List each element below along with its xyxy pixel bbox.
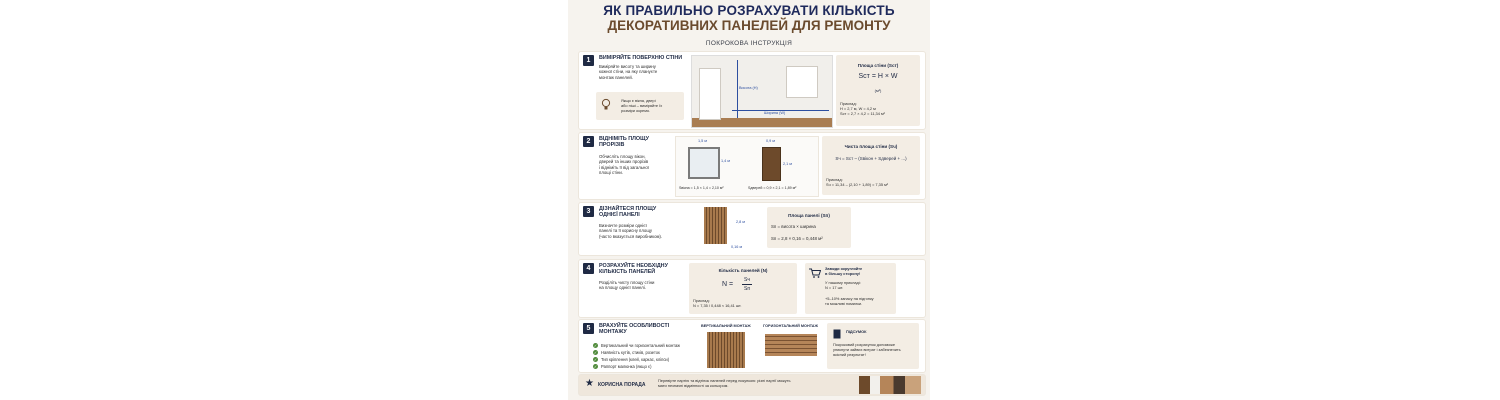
rounding-example: У нашому прикладі: N = 17 шт. — [825, 280, 861, 290]
step-3-formula-box — [767, 207, 851, 248]
step-2-title: ВІДНІМІТЬ ПЛОЩУ ПРОРІЗІВ — [599, 136, 649, 149]
net-area-formula: Sч = Sст – (Sвікон + Sдверей + ...) — [835, 156, 907, 161]
door-height-label: 2,1 м — [783, 162, 792, 166]
step-3-title: ДІЗНАЙТЕСЯ ПЛОЩУ ОДНІЄЇ ПАНЕЛІ — [599, 206, 657, 219]
panel-count-denominator: Sп — [744, 286, 751, 292]
install-check-1: Вертикальний чи горизонтальний монтаж — [601, 343, 680, 348]
install-check-4: Раппорт малюнка (якщо є) — [601, 364, 652, 369]
openings-illustration — [675, 136, 819, 197]
step-2-number: 2 — [583, 136, 594, 147]
step-5-title: ВРАХУЙТЕ ОСОБЛИВОСТІ МОНТАЖУ — [599, 323, 670, 336]
infographic-sheet — [568, 0, 930, 400]
step-2-description: Обчисліть площу вікон, дверей та інших прорізів і відніміть її від загальної площі стіни. — [599, 154, 649, 176]
check-icon: ✓ — [593, 364, 598, 369]
summary-box — [827, 323, 919, 369]
panel-area-formula-1: Sп = висота × ширина — [771, 224, 816, 229]
wood-panel-illustration — [704, 207, 727, 244]
step-2-section — [578, 132, 926, 200]
wall-area-formula: Sст = H × W — [858, 73, 898, 80]
step-3-number: 3 — [583, 206, 594, 217]
step-2-formula-box — [822, 136, 920, 195]
step-4-title: РОЗРАХУЙТЕ НЕОБХІДНУ КІЛЬКІСТЬ ПАНЕЛЕЙ — [599, 263, 668, 276]
step-1-description: Виміряйте висоту та ширину кожної стіни, на яку плануєте монтаж панелей. — [599, 64, 658, 80]
width-label: Ширина (W) — [764, 111, 786, 115]
room-door — [699, 68, 721, 120]
check-icon: ✓ — [593, 343, 598, 348]
window-drawing — [688, 147, 720, 179]
install-check-3: Тип кріплення (клей, каркас, кліпси) — [601, 357, 670, 362]
panel-height-label: 2,8 м — [736, 220, 745, 224]
step-1-number: 1 — [583, 55, 594, 66]
step-4-number: 4 — [583, 263, 594, 274]
panel-count-numerator: Sч — [744, 277, 750, 283]
step-1-formula-box — [836, 55, 920, 126]
step-3-description: Визначте розміри однієї панелі та її корисну площу (часто вказується виробником). — [599, 223, 663, 239]
step-2-example: Приклад: Sч = 11,34 – (2,10 + 1,89) = 7,35 м² — [826, 177, 889, 187]
step-3-section — [578, 202, 926, 256]
step-5-section — [578, 319, 926, 373]
step-4-formula-box — [689, 263, 797, 314]
summary-text: Покроковий розрахунок допоможе уникнути зайвих витрат і забезпечить якісний результат! — [833, 342, 901, 357]
door-area-calc: Sдверей = 0,9 × 2,1 = 1,89 м² — [748, 186, 797, 190]
window-area-calc: Sвікна = 1,5 × 1,4 = 2,10 м² — [679, 186, 724, 190]
summary-title: ПІДСУМОК — [846, 329, 867, 334]
step-1-example: Приклад: H = 2,7 м, W = 4,2 м Sст = 2,7 × 4,2 = 11,34 м² — [840, 101, 885, 116]
panel-count-title: Кількість панелей (N) — [718, 268, 768, 273]
horizontal-install-label: ГОРИЗОНТАЛЬНИЙ МОНТАЖ — [763, 324, 818, 328]
panel-samples-illustration — [859, 376, 921, 394]
install-check-2: Наявність кутів, стиків, розеток — [601, 350, 660, 355]
panel-count-n-label: N = — [722, 281, 734, 288]
rounding-title: Завжди округляйте в більшу сторону! — [825, 266, 863, 276]
check-icon: ✓ — [593, 350, 598, 355]
door-width-label: 0,9 м — [766, 139, 775, 143]
step-1-tip-box — [596, 92, 684, 120]
step-1-section — [578, 51, 926, 130]
wall-area-title: Площа стіни (Sст) — [857, 63, 899, 68]
rounding-note-box — [805, 263, 896, 314]
step-4-description: Розділіть чисту площу стіни на площу однієї панелі. — [599, 280, 655, 291]
wall-area-unit: (м²) — [874, 88, 882, 93]
net-area-title: Чиста площа стіни (Sч) — [844, 144, 898, 149]
shopping-cart-icon — [809, 268, 821, 278]
room-window — [786, 66, 818, 98]
lightbulb-icon — [601, 98, 611, 112]
title-line-2: ДЕКОРАТИВНИХ ПАНЕЛЕЙ ДЛЯ РЕМОНТУ — [607, 18, 891, 33]
vertical-install-illustration — [707, 332, 745, 368]
useful-tip-bar — [578, 374, 926, 396]
step-4-section — [578, 259, 926, 318]
rounding-reserve-note: +5–10% запасу на підгонку та можливі помилки. — [825, 296, 874, 306]
horizontal-install-illustration — [765, 334, 817, 356]
vertical-install-label: ВЕРТИКАЛЬНИЙ МОНТАЖ — [701, 324, 751, 328]
useful-tip-text: Перевірте партію та відтінок панелей перед покупкою: різні партії можуть мати незначні відмінності за кольором. — [658, 378, 791, 388]
panel-area-formula-2: Sп = 2,8 × 0,16 = 0,448 м² — [771, 236, 823, 241]
room-wall-illustration — [691, 55, 833, 128]
step-1-title: ВИМІРЯЙТЕ ПОВЕРХНЮ СТІНИ — [599, 55, 683, 61]
useful-tip-label: КОРИСНА ПОРАДА — [598, 382, 646, 388]
fraction-bar — [742, 284, 752, 285]
height-label: Висота (Н) — [739, 86, 758, 90]
window-height-label: 1,4 м — [721, 159, 730, 163]
document-icon — [833, 329, 841, 339]
step-5-number: 5 — [583, 323, 594, 334]
star-icon: ★ — [585, 378, 594, 389]
door-drawing — [762, 147, 781, 181]
check-icon: ✓ — [593, 357, 598, 362]
title-line-1: ЯК ПРАВИЛЬНО РОЗРАХУВАТИ КІЛЬКІСТЬ — [603, 3, 895, 18]
step-4-example: Приклад: N = 7,35 / 0,448 ≈ 16,41 шт. — [693, 298, 742, 308]
step-1-tip-text: Якщо є вікна, двері або ніші – виміряйте їх розміри окремо. — [621, 98, 663, 113]
panel-width-label: 0,16 м — [731, 245, 743, 249]
subtitle: ПОКРОКОВА ІНСТРУКЦІЯ — [705, 40, 793, 47]
panel-area-title: Площа панелі (Sп) — [788, 213, 830, 218]
window-width-label: 1,5 м — [698, 139, 707, 143]
